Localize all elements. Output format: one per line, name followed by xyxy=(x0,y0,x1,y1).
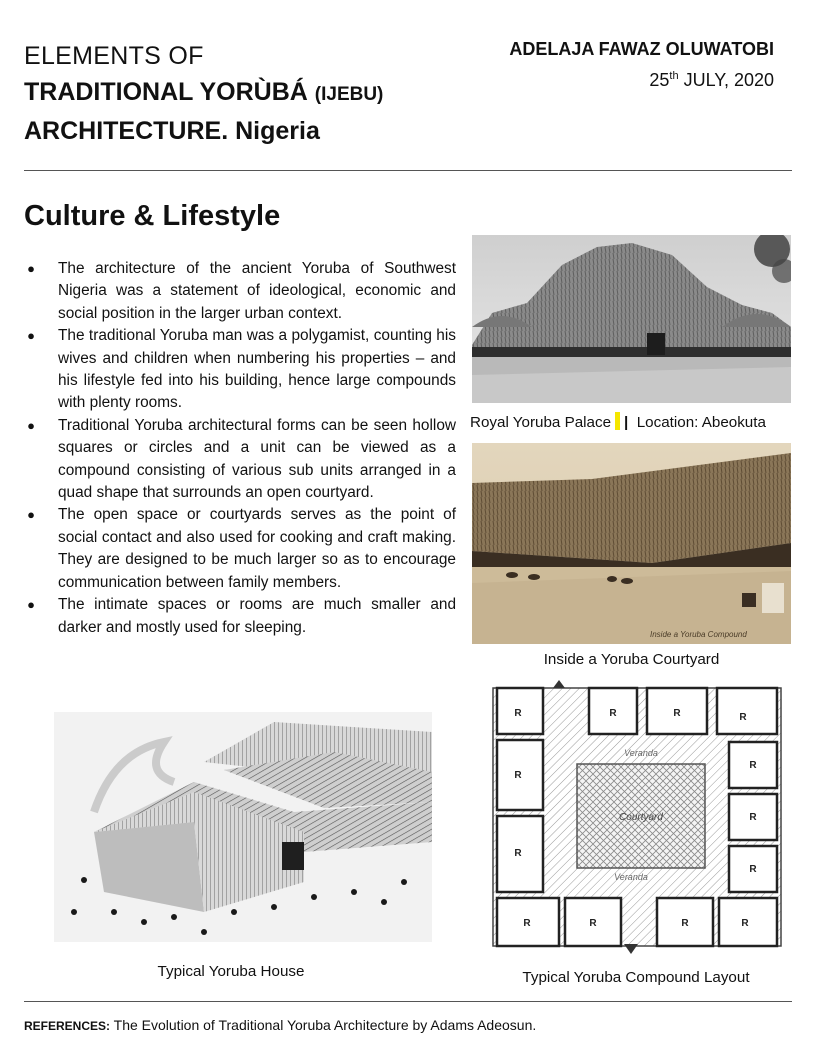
references xyxy=(24,1017,536,1033)
bullet-item xyxy=(24,325,456,415)
room-label: R xyxy=(749,864,757,875)
bullet-dot: ● xyxy=(27,507,35,523)
bullet-text: The traditional Yoruba man was a polygamist, counting his wives and children when numbering his properties – and his lifestyle fed into his building, hence large compounds with plenty rooms. xyxy=(58,327,456,412)
room-label: R xyxy=(673,708,681,719)
title-line-2-main: TRADITIONAL YORÙBÁ xyxy=(24,78,308,106)
veranda-label: Veranda xyxy=(624,748,658,758)
room-label: R xyxy=(589,918,597,929)
highlight-mark xyxy=(615,412,620,430)
footer-divider xyxy=(24,1001,792,1002)
document-date xyxy=(509,63,774,94)
references-label: REFERENCES: xyxy=(24,1019,111,1033)
bullet-dot: ● xyxy=(27,417,35,433)
courtyard-inscription: Inside a Yoruba Compound xyxy=(650,630,747,639)
title-line-3: ARCHITECTURE. Nigeria xyxy=(24,117,320,145)
room-label: R xyxy=(741,918,749,929)
room-label: R xyxy=(609,708,617,719)
room-label: R xyxy=(523,918,531,929)
bullet-dot: ● xyxy=(27,328,35,344)
room-label: R xyxy=(749,812,757,823)
bullet-text: The intimate spaces or rooms are much smaller and darker and mostly used for sleeping. xyxy=(58,596,456,636)
room-label: R xyxy=(514,708,522,719)
courtyard-label: Courtyard xyxy=(619,812,663,823)
bullet-dot: ● xyxy=(27,261,35,276)
bullet-item xyxy=(24,594,456,639)
date-rest: JULY, 2020 xyxy=(678,70,774,90)
palace-caption-right: Location: Abeokuta xyxy=(636,414,766,431)
author-name: ADELAJA FAWAZ OLUWATOBI xyxy=(509,39,774,59)
room-label: R xyxy=(739,712,747,723)
bullet-text: The open space or courtyards serves as the point of social contact and also used for cooking and craft making. They are designed to be much larger so as to encourage communication between family members. xyxy=(58,506,456,591)
palace-caption xyxy=(470,412,796,431)
document-title xyxy=(24,38,383,149)
courtyard-caption: Inside a Yoruba Courtyard xyxy=(543,651,720,668)
typical-house-illustration xyxy=(54,712,432,942)
layout-caption: Typical Yoruba Compound Layout xyxy=(522,969,750,986)
date-day: 25 xyxy=(649,70,670,90)
bullet-text: Traditional Yoruba architectural forms can be seen hollow squares or circles and a unit can be viewed as a compound consisting of various sub units arranged in a quad shape that surrounds an open courtyard. xyxy=(58,416,456,502)
header-divider xyxy=(24,170,792,171)
author-block xyxy=(509,36,774,94)
veranda-label: Veranda xyxy=(614,872,648,882)
date-suffix: th xyxy=(669,70,679,82)
bullet-item xyxy=(24,415,456,505)
bullet-item xyxy=(24,504,456,594)
room-label: R xyxy=(749,760,757,771)
bullet-text: The architecture of the ancient Yoruba of Southwest Nigeria was a statement of ideological, economic and social position in the larger urban context. xyxy=(58,260,456,322)
bullet-dot: ● xyxy=(27,597,35,613)
courtyard-photo xyxy=(472,443,791,644)
references-text: The Evolution of Traditional Yoruba Architecture by Adams Adeosun. xyxy=(110,1017,537,1033)
title-line-1: ELEMENTS OF xyxy=(24,42,204,70)
title-line-2-suffix: (IJEBU) xyxy=(314,84,384,105)
room-label: R xyxy=(514,848,522,859)
palace-caption-separator: | xyxy=(624,414,629,431)
compound-layout-diagram xyxy=(481,676,791,962)
bullet-item xyxy=(24,258,456,325)
section-heading: Culture & Lifestyle xyxy=(24,200,281,232)
room-label: R xyxy=(681,918,689,929)
room-label: R xyxy=(514,770,522,781)
royal-palace-photo xyxy=(472,235,791,403)
palace-caption-left: Royal Yoruba Palace xyxy=(470,414,612,431)
bullet-list xyxy=(24,258,456,639)
house-caption: Typical Yoruba House xyxy=(157,963,305,980)
title-line-2 xyxy=(24,74,383,113)
